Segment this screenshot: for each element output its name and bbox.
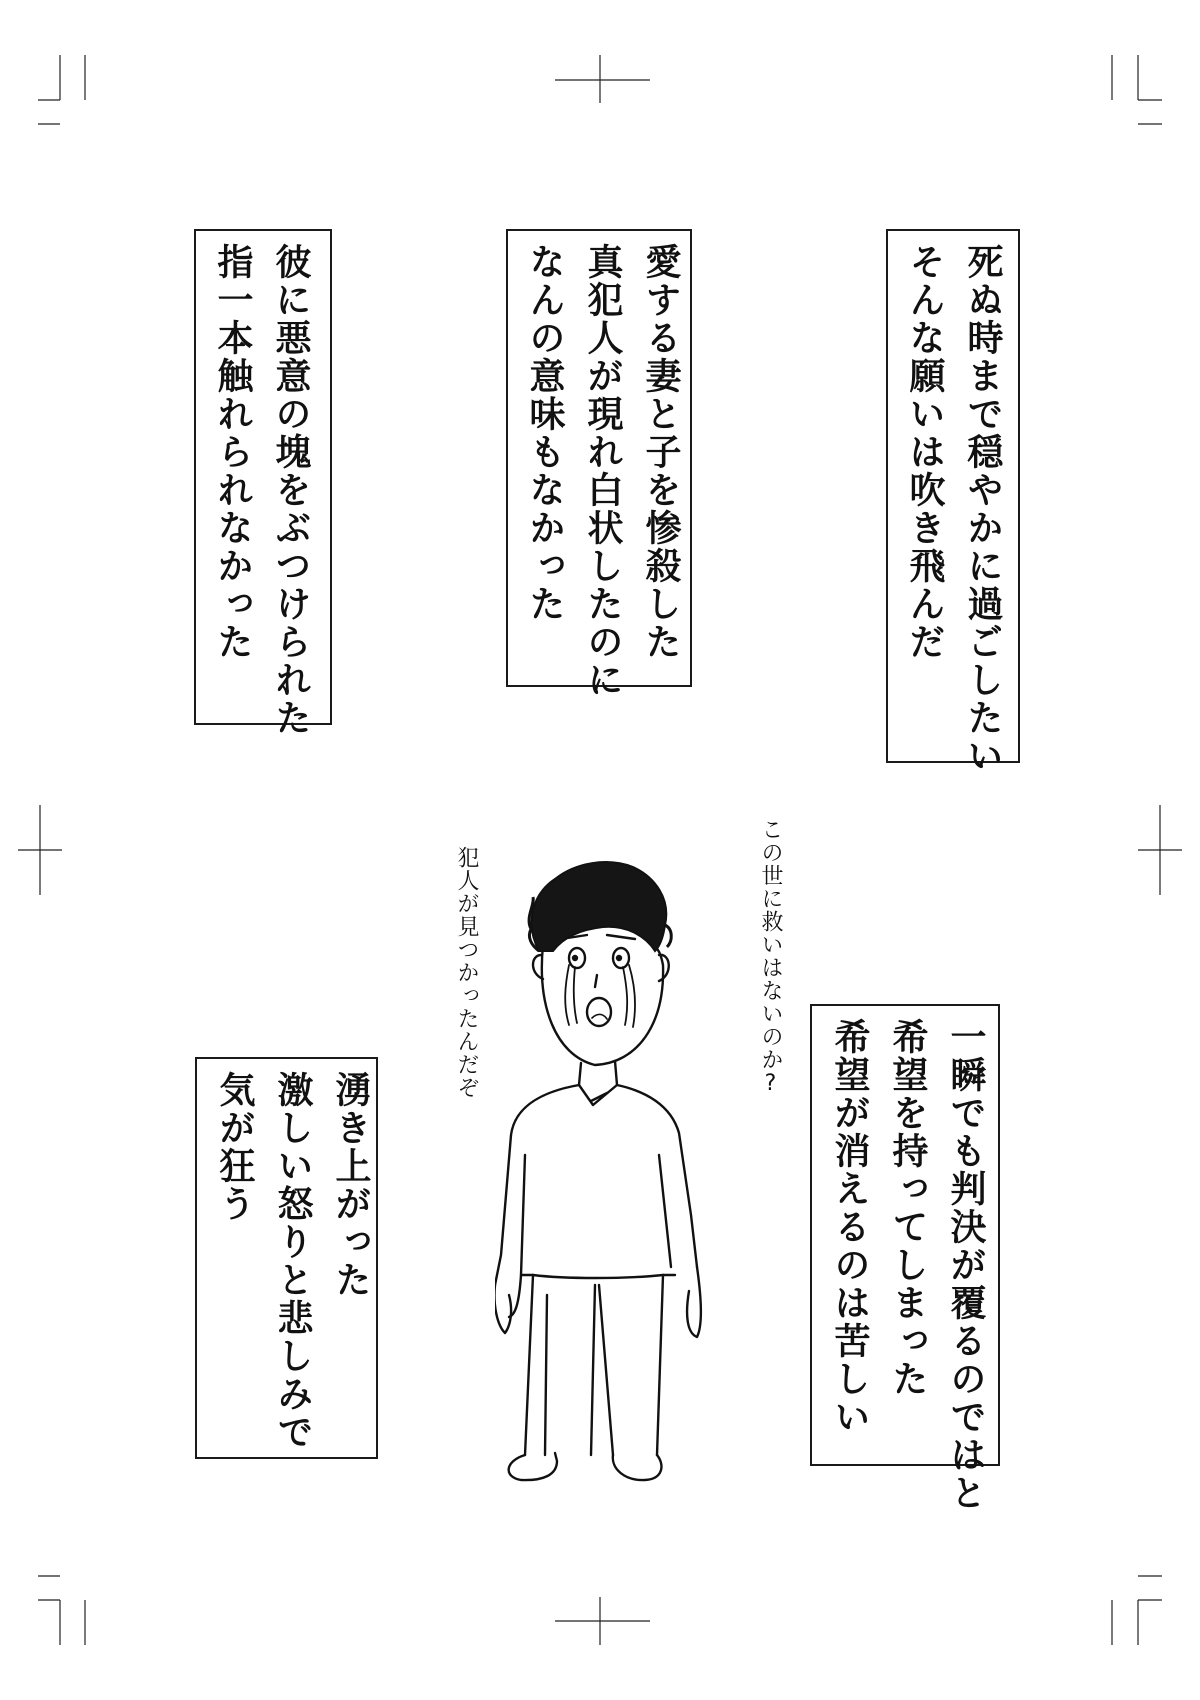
caption-text-lower-right: 一瞬でも判決が覆るのではと 希望を持ってしまった 希望が消えるのは苦しい <box>829 1018 986 1512</box>
caption-text-top-left: 彼に悪意の塊をぶつけられた 指一本触れられなかった <box>212 243 311 737</box>
caption-text-top-middle: 愛する妻と子を惨殺した 真犯人が現れ白状したのに なんの意味もなかった <box>524 243 681 699</box>
caption-text-lower-left: 湧き上がった 激しい怒りと悲しみで 気が狂う <box>214 1071 371 1451</box>
speech-text-left: 犯人が見つかったんだぞ <box>454 846 479 1099</box>
crying-man-figure <box>495 855 705 1485</box>
caption-text-top-right: 死ぬ時まで穏やかに過ごしたい そんな願いは吹き飛んだ <box>904 243 1003 775</box>
speech-text-right: この世に救いはないのか? <box>758 818 783 1097</box>
